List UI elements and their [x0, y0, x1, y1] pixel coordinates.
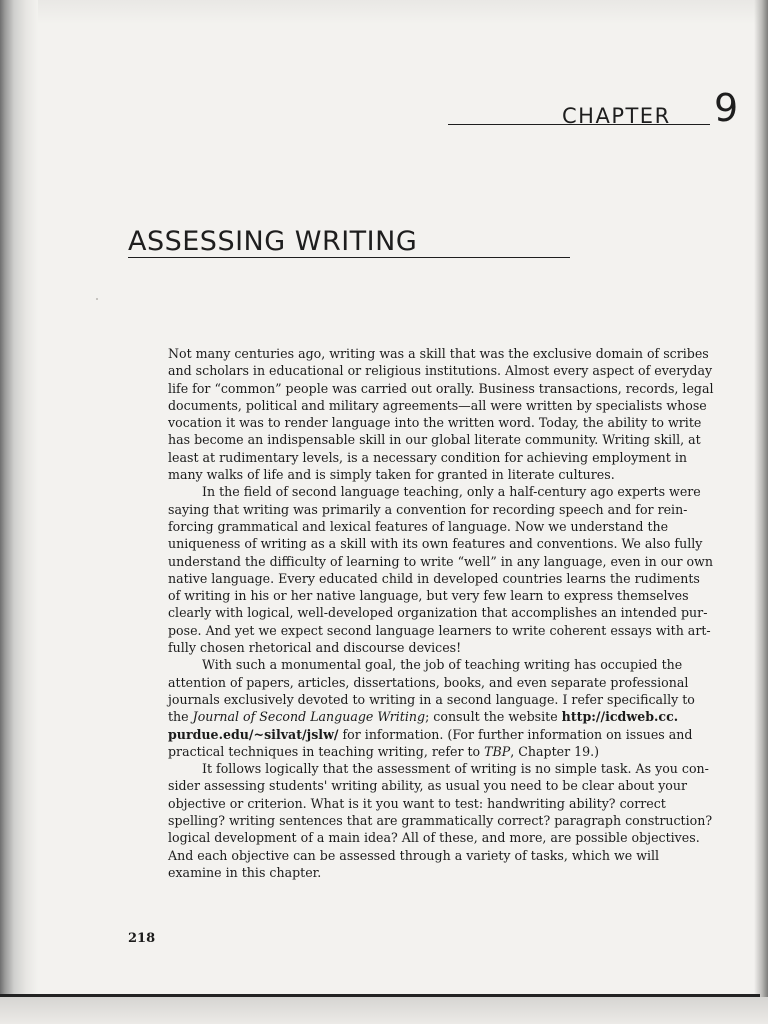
chapter-title: ASSESSING WRITING [128, 226, 418, 257]
text-line: uniqueness of writing as a skill with its own features and conventions. We also fully [168, 536, 703, 552]
body-text [168, 345, 753, 881]
text-line: least at rudimentary levels, is a necessary condition for achieving employment in [168, 449, 687, 465]
text-line: It follows logically that the assessment of writing is no simple task. As you con- [202, 761, 709, 777]
title-rule [128, 257, 570, 258]
text-run: for information. (For further information on issues and [338, 726, 693, 742]
text-line: Not many centuries ago, writing was a skill that was the exclusive domain of scribes [168, 346, 709, 361]
text-line: In the field of second language teaching, only a half-century ago experts were [202, 484, 701, 500]
text-line: journals exclusively devoted to writing in a second language. I refer specifically to [168, 691, 695, 707]
book-reference: TBP [484, 743, 511, 759]
text-line: native language. Every educated child in developed countries learns the rudiments [168, 570, 700, 586]
website-url-part-1: http://icdweb.cc. [561, 709, 679, 725]
text-line: sider assessing students' writing ability, as usual you need to be clear about your [168, 778, 688, 794]
chapter-number: 9 [714, 86, 739, 130]
text-line: life for “common” people was carried out orally. Business transactions, records, legal [168, 380, 714, 396]
text-run: ; consult the website [425, 709, 562, 725]
text-line: many walks of life and is simply taken for granted in literate cultures. [168, 467, 615, 483]
text-run: , Chapter 19.) [510, 743, 600, 759]
text-line: of writing in his or her native language, but very few learn to express themselves [168, 588, 689, 604]
text-line [168, 743, 753, 760]
text-line: saying that writing was primarily a convention for recording speech and for rein- [168, 501, 688, 517]
text-line: has become an indispensable skill in our global literate community. Writing skill, at [168, 432, 701, 448]
page-bottom-shadow [0, 997, 768, 1024]
text-line: spelling? writing sentences that are grammatically correct? paragraph construction? [168, 813, 713, 829]
text-line: objective or criterion. What is it you want to test: handwriting ability? correct [168, 795, 666, 811]
journal-title: Journal of Second Language Writing [192, 709, 426, 725]
paragraph-4 [168, 760, 753, 881]
book-spine-shadow [0, 0, 38, 1024]
text-line: documents, political and military agreements—all were written by specialists whose [168, 397, 707, 413]
text-line: attention of papers, articles, dissertations, books, and even separate professional [168, 674, 689, 690]
text-line: understand the difficulty of learning to write “well” in any language, even in our own [168, 553, 713, 569]
chapter-label: CHAPTER [562, 104, 671, 128]
paragraph-2 [168, 483, 753, 656]
paragraph-1 [168, 345, 753, 483]
text-line: and scholars in educational or religious institutions. Almost every aspect of everyday [168, 363, 713, 379]
text-line: clearly with logical, well-developed organization that accomplishes an intended pur- [168, 605, 708, 621]
text-line: vocation it was to render language into the written word. Today, the ability to write [168, 415, 702, 431]
scan-speck [96, 298, 98, 300]
text-line: fully chosen rhetorical and discourse devices! [168, 640, 462, 656]
text-run: the [168, 709, 193, 725]
text-run: practical techniques in teaching writing, refer to [168, 743, 485, 759]
text-line [168, 726, 753, 743]
paragraph-3 [168, 656, 753, 760]
page-right-edge-shadow [754, 0, 768, 1024]
text-line [168, 708, 753, 725]
page-top-shadow [0, 0, 768, 24]
text-line: pose. And yet we expect second language learners to write coherent essays with art- [168, 622, 711, 638]
text-line: And each objective can be assessed through a variety of tasks, which we will [168, 847, 660, 863]
text-line: With such a monumental goal, the job of teaching writing has occupied the [202, 657, 683, 673]
text-line: examine in this chapter. [168, 864, 322, 880]
page-number: 218 [128, 931, 156, 946]
text-line: logical development of a main idea? All of these, and more, are possible objectives. [168, 830, 700, 846]
website-url-part-2: purdue.edu/~silvat/jslw/ [168, 726, 339, 742]
text-line: forcing grammatical and lexical features of language. Now we understand the [168, 518, 669, 534]
